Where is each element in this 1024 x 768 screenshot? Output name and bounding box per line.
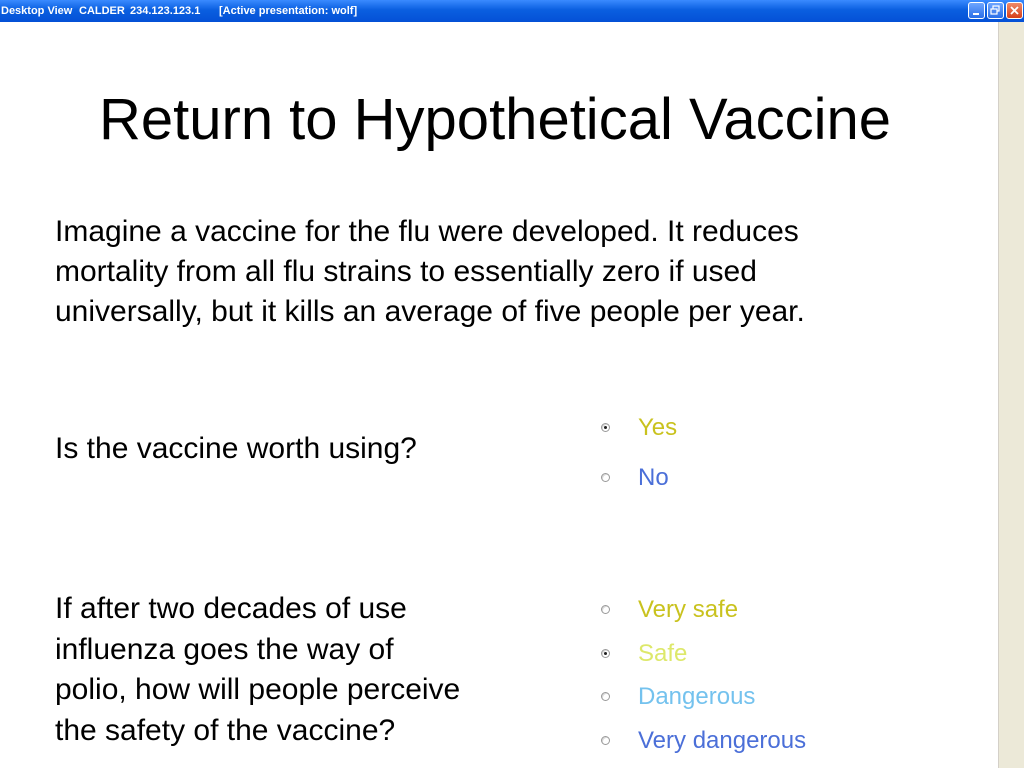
close-icon bbox=[1007, 3, 1022, 18]
question-1-text: Is the vaccine worth using? bbox=[55, 432, 417, 465]
paragraph-line: mortality from all flu strains to essentially zero if used bbox=[55, 255, 757, 288]
radio-safe[interactable] bbox=[601, 649, 610, 658]
option-label: Dangerous bbox=[638, 683, 756, 710]
question-2-text bbox=[55, 589, 555, 751]
option-label: Very dangerous bbox=[638, 727, 807, 754]
radio-very-safe[interactable] bbox=[601, 605, 610, 614]
paragraph-line: universally, but it kills an average of five people per year. bbox=[55, 295, 805, 328]
minimize-icon bbox=[969, 3, 984, 18]
question-line: polio, how will people perceive bbox=[55, 673, 461, 706]
title-host-name: CALDER bbox=[79, 5, 125, 17]
right-gutter bbox=[998, 22, 1024, 768]
slide-paragraph bbox=[55, 212, 955, 332]
radio-no[interactable] bbox=[601, 473, 610, 482]
radio-yes[interactable] bbox=[601, 423, 610, 432]
paragraph-line: Imagine a vaccine for the flu were developed. It reduces bbox=[55, 215, 799, 248]
restore-button[interactable] bbox=[987, 2, 1004, 19]
minimize-button[interactable] bbox=[968, 2, 985, 19]
radio-very-dangerous[interactable] bbox=[601, 736, 610, 745]
radio-dangerous[interactable] bbox=[601, 692, 610, 701]
question-line: influenza goes the way of bbox=[55, 632, 394, 666]
option-label: Safe bbox=[638, 640, 688, 667]
restore-icon bbox=[988, 3, 1003, 18]
slide-title: Return to Hypothetical Vaccine bbox=[98, 87, 891, 152]
option-label: Very safe bbox=[638, 596, 739, 623]
option-label: Yes bbox=[638, 414, 678, 441]
question-line: the safety of the vaccine? bbox=[55, 713, 396, 747]
close-button[interactable] bbox=[1006, 2, 1023, 19]
title-bar[interactable] bbox=[0, 0, 1024, 22]
title-ip-address: 234.123.123.1 bbox=[130, 5, 201, 17]
option-label: No bbox=[638, 464, 669, 491]
title-desktop-view: Desktop View bbox=[1, 5, 73, 17]
title-active-presentation: [Active presentation: wolf] bbox=[219, 5, 358, 17]
question-line: If after two decades of use bbox=[55, 592, 407, 625]
